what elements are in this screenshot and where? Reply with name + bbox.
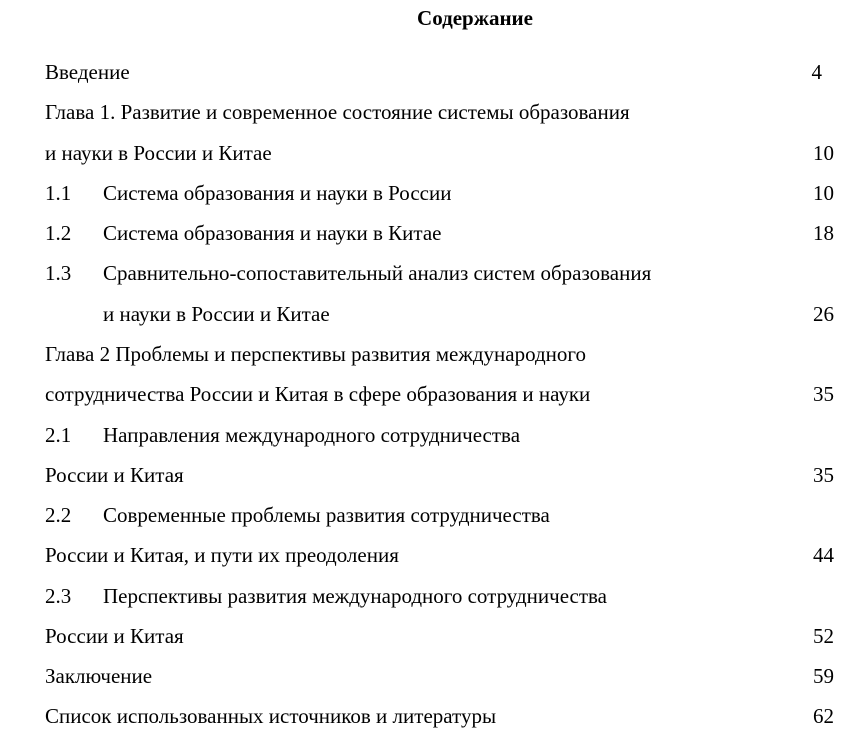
toc-entry-text: Заключение [45, 664, 153, 688]
toc-entry-text: Современные проблемы развития сотрудничества [103, 503, 550, 527]
toc-entry-references [0, 702, 860, 730]
toc-entry-page: 4 [811, 60, 822, 84]
toc-entry-text: сотрудничества России и Китая в сфере образования и науки [45, 382, 591, 406]
toc-entry-number: 1.1 [45, 181, 72, 205]
toc-entry-text: Система образования и науки в Китае [103, 221, 442, 245]
toc-entry-number: 2.2 [45, 503, 72, 527]
toc-entry-text: Глава 1. Развитие и современное состояние системы образования [45, 100, 630, 124]
toc-entry-section-1-3-cont [0, 300, 860, 328]
toc-entry-number: 1.3 [45, 261, 72, 285]
toc-entry-text: Введение [45, 60, 130, 84]
toc-entry-text: Список использованных источников и литературы [45, 704, 497, 728]
toc-entry-text: Направления международного сотрудничества [103, 423, 521, 447]
toc-entry-chapter-2-cont [0, 380, 860, 408]
toc-entry-number: 2.1 [45, 423, 72, 447]
toc-entry-text: Система образования и науки в России [103, 181, 452, 205]
toc-entry-section-1-1 [0, 179, 860, 207]
toc-entry-page: 62 [813, 704, 834, 728]
toc-entry-page: 44 [813, 543, 834, 567]
toc-entry-text: и науки в России и Китае [45, 141, 272, 165]
toc-entry-chapter-2 [0, 340, 860, 368]
toc-entry-section-2-3 [0, 582, 860, 610]
toc-entry-number: 1.2 [45, 221, 72, 245]
toc-entry-text: России и Китая [45, 463, 184, 487]
toc-entry-page: 59 [813, 664, 834, 688]
toc-entry-text: Перспективы развития международного сотрудничества [103, 584, 607, 608]
toc-entry-text: Глава 2 Проблемы и перспективы развития международного [45, 342, 587, 366]
toc-entry-section-1-2 [0, 219, 860, 247]
toc-entry-page: 10 [813, 181, 834, 205]
toc-entry-page: 35 [813, 463, 834, 487]
toc-entry-text: Сравнительно-сопоставительный анализ систем образования [103, 261, 652, 285]
toc-entry-text: и науки в России и Китае [103, 302, 330, 326]
toc-entry-page: 35 [813, 382, 834, 406]
toc-entry-chapter-1-cont [0, 139, 860, 167]
toc-entry-section-1-3 [0, 259, 860, 287]
toc-entry-section-2-2-cont [0, 541, 860, 569]
toc-entry-section-2-2 [0, 501, 860, 529]
toc-entry-number: 2.3 [45, 584, 72, 608]
toc-entry-page: 10 [813, 141, 834, 165]
toc-entry-text: России и Китая, и пути их преодоления [45, 543, 399, 567]
toc-entry-introduction [0, 58, 860, 86]
toc-entry-conclusion [0, 662, 860, 690]
toc-entry-page: 18 [813, 221, 834, 245]
toc-entry-page: 52 [813, 624, 834, 648]
toc-entry-chapter-1 [0, 98, 860, 126]
toc-entry-section-2-3-cont [0, 622, 860, 650]
toc-entry-page: 26 [813, 302, 834, 326]
toc-title: Содержание [417, 6, 533, 30]
toc-entry-section-2-1 [0, 421, 860, 449]
toc-entry-text: России и Китая [45, 624, 184, 648]
toc-entry-section-2-1-cont [0, 461, 860, 489]
